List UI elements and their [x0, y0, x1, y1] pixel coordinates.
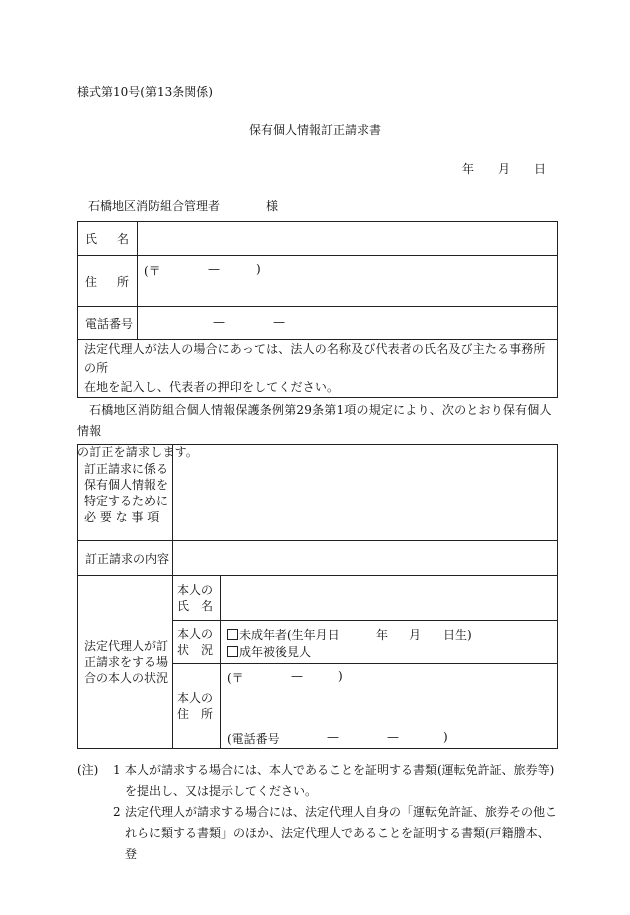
principal-postal-dash: — [291, 669, 303, 683]
address-label-2: 所 [116, 274, 129, 289]
note-1-line1: 本人が請求する場合には、本人であることを証明する書類(運転免許証、旅券等) [125, 763, 555, 777]
note-2-number: 2 [113, 805, 121, 819]
principal-address-field[interactable] [221, 664, 558, 749]
agent-label-3: 合の本人の状況 [84, 671, 169, 685]
address-label-cell [78, 256, 138, 307]
ward-checkbox[interactable] [227, 646, 238, 657]
principal-phone-open: (電話番号 [227, 732, 280, 746]
principal-postal-open: (〒 [227, 671, 244, 685]
name-label-2: 名 [116, 232, 129, 246]
phone-label: 電話番号 [85, 316, 134, 331]
name-label-1: 氏 [85, 232, 98, 246]
note-2 [77, 802, 557, 865]
phone-dash-2: — [273, 315, 285, 329]
content-label: 訂正請求の内容 [85, 551, 170, 566]
note-1 [77, 760, 557, 802]
corp-note-line1: 法定代理人が法人の場合にあっては、法人の名称及び代表者の氏名及び主たる事務所の所 [84, 342, 546, 375]
phone-field[interactable] [138, 307, 558, 340]
principal-name-label-cell [173, 576, 221, 621]
address-field[interactable] [138, 256, 558, 307]
phone-dash-1: — [213, 315, 225, 329]
principal-status-label-1: 本人の [177, 627, 214, 641]
note-2-line1: 法定代理人が請求する場合には、法定代理人自身の「運転免許証、旅券その他こ [125, 805, 558, 819]
note-1-line2: を提出し、又は提示してください。 [125, 784, 318, 798]
intro-line1: 石橋地区消防組合個人情報保護条例第29条第1項の規定により、次のとおり保有個人情報 [77, 403, 552, 438]
identify-label-3: 特定するために [84, 493, 169, 508]
status-ward-label: 成年被後見人 [239, 645, 312, 659]
address-label-1: 住 [85, 274, 98, 289]
postal-dash: — [208, 262, 220, 276]
corporate-agent-note [78, 340, 558, 398]
principal-phone-dash-1: — [327, 730, 339, 744]
principal-name-label-2: 氏 名 [177, 599, 214, 613]
principal-address-label-cell [173, 664, 221, 749]
agent-label-1: 法定代理人が訂 [84, 639, 169, 653]
content-field[interactable] [173, 541, 558, 576]
principal-phone-dash-2: — [387, 730, 399, 744]
agent-label-2: 正請求をする場 [84, 655, 169, 669]
intro-line2: の訂正を請求します。 [77, 445, 199, 459]
corp-note-line2: 在地を記入し、代表者の押印をしてください。 [84, 380, 340, 394]
principal-status-label-2: 状 況 [177, 643, 214, 657]
principal-name-field[interactable] [221, 576, 558, 621]
identify-field[interactable] [173, 445, 558, 541]
status-year: 年 [376, 628, 389, 642]
identify-label-cell [78, 445, 173, 541]
document-title: 保有個人情報訂正請求書 [248, 123, 381, 137]
date-line [462, 160, 546, 176]
status-month: 月 [409, 628, 422, 642]
postal-close: ) [256, 262, 261, 276]
status-minor-label: 未成年者(生年月日 [239, 628, 340, 642]
form-number: 様式第10号(第13条関係) [77, 85, 213, 99]
date-month-label: 月 [498, 162, 511, 176]
principal-status-label-cell [173, 621, 221, 664]
principal-address-label-1: 本人の [177, 691, 214, 705]
identify-label-4: 必 要 な 事 項 [84, 509, 160, 524]
note-2-line2: れらに類する書類」のほか、法定代理人であることを証明する書類(戸籍謄本、登 [125, 826, 550, 861]
principal-phone-close: ) [443, 730, 448, 744]
principal-name-label-1: 本人の [177, 583, 214, 597]
applicant-table [77, 221, 558, 398]
status-minor-option[interactable] [227, 626, 340, 643]
status-day: 日生) [443, 628, 472, 642]
agent-label-cell [78, 576, 173, 749]
name-label-cell [78, 222, 138, 256]
note-1-number: 1 [113, 763, 121, 777]
honorific: 様 [266, 199, 279, 213]
addressee-name: 石橋地区消防組合管理者 [88, 199, 221, 213]
identify-label-1: 訂正請求に係る [84, 461, 169, 476]
date-year-label: 年 [462, 162, 475, 176]
principal-address-label-2: 住 所 [177, 707, 214, 721]
minor-checkbox[interactable] [227, 629, 238, 640]
content-label-cell [78, 541, 173, 576]
phone-label-cell [78, 307, 138, 340]
principal-postal-close: ) [338, 669, 343, 683]
principal-status-field [221, 621, 558, 664]
notes-section [77, 760, 557, 865]
postal-open: (〒 [144, 264, 161, 278]
name-field[interactable] [138, 222, 558, 256]
request-table [77, 444, 558, 749]
notes-marker: (注) [77, 763, 99, 777]
identify-label-2: 保有個人情報を [84, 477, 169, 492]
addressee [88, 197, 279, 214]
status-ward-option[interactable] [227, 643, 311, 660]
date-day-label: 日 [534, 162, 547, 176]
